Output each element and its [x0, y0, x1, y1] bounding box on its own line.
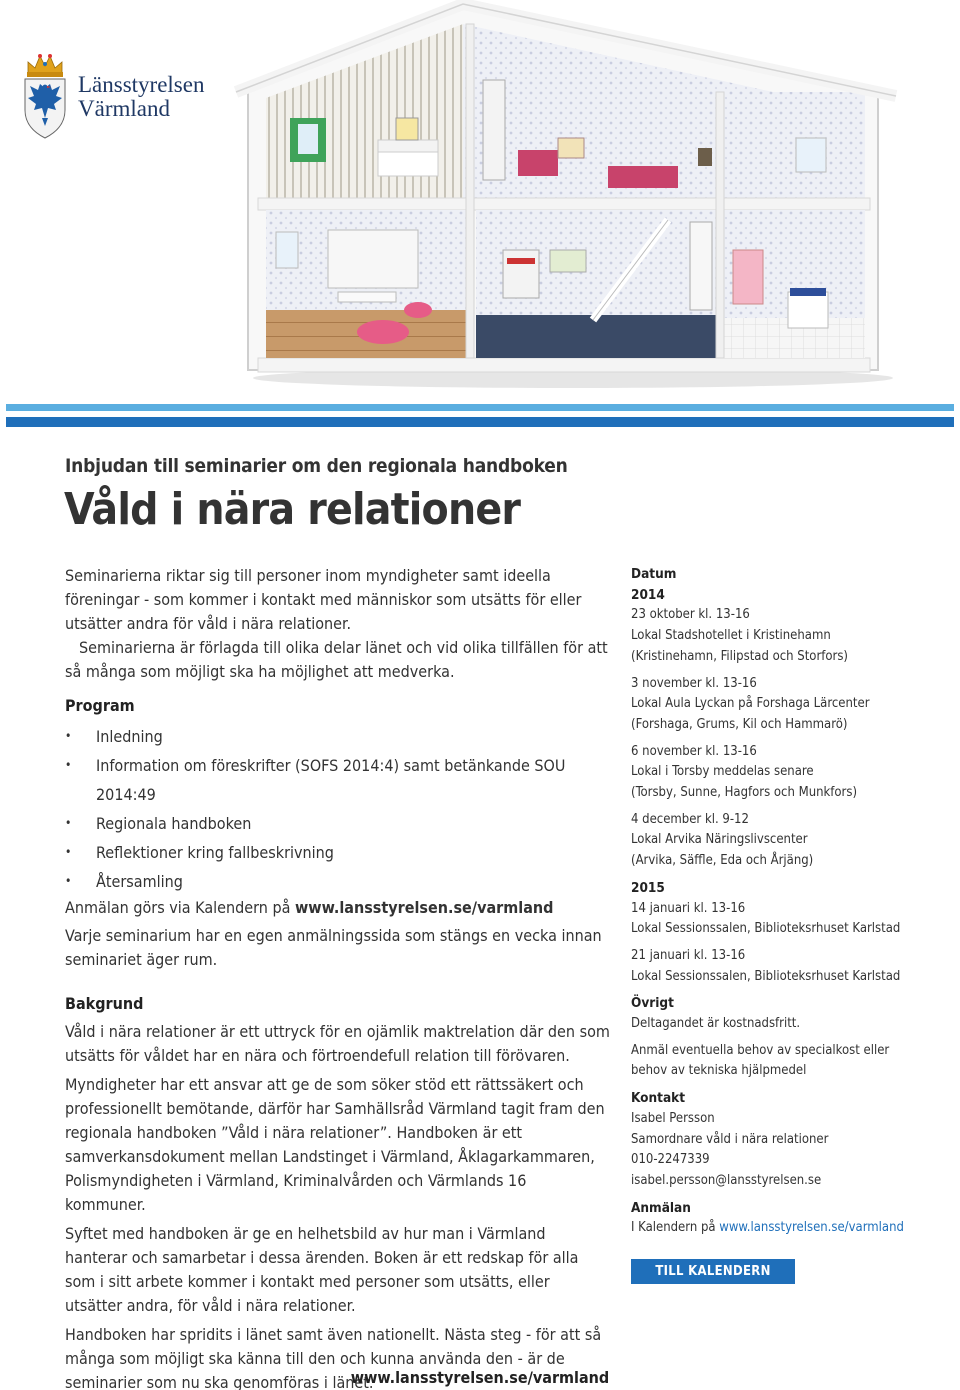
contact-role: Samordnare våld i nära relationer — [631, 1131, 829, 1147]
event-area: (Kristinehamn, Filipstad och Storfors) — [631, 648, 848, 664]
program-item: • Återsamling — [65, 867, 610, 896]
event-place: Lokal i Torsby meddelas senare — [631, 764, 814, 780]
logo-line-1: Länsstyrelsen — [78, 72, 205, 97]
event-place: Lokal Sessionssalen, Biblioteksrhuset Karlstad — [631, 921, 901, 937]
year-2014: 2014 — [631, 586, 665, 603]
sidebar-signup-link[interactable]: www.lansstyrelsen.se/varmland — [719, 1220, 904, 1236]
program-item: • Regionala handboken — [65, 809, 610, 838]
doll-house-illustration — [228, 0, 900, 390]
sidebar-signup-prefix: I Kalendern på — [631, 1220, 720, 1236]
logo-line-2: Värmland — [78, 96, 170, 121]
coat-of-arms-icon — [22, 52, 68, 142]
background-paragraph: Handboken har spridits i länet samt även nationellt. Nästa steg - för att så många som möjligt ska känna till den och kunna använda den - är de seminarier som nu ska genomföras i länet. — [65, 1325, 602, 1390]
contact-email[interactable]: isabel.persson@lansstyrelsen.se — [631, 1172, 822, 1188]
background-paragraph: Våld i nära relationer är ett uttryck för en ojämlik maktrelation där den som utsätts för våldet har en nära och förtroendefull relation till förövaren. — [65, 1022, 610, 1065]
sidebar-signup-line — [631, 1218, 921, 1239]
county-logo — [22, 52, 204, 142]
other-heading: Övrigt — [631, 995, 674, 1012]
event-date: 3 november kl. 13-16 — [631, 675, 757, 691]
page-title: Våld i nära relationer — [64, 484, 521, 535]
contact-heading: Kontakt — [631, 1090, 686, 1107]
event-date: 6 november kl. 13-16 — [631, 743, 757, 759]
to-calendar-button[interactable]: TILL KALENDERN — [631, 1259, 795, 1284]
background-heading: Bakgrund — [65, 994, 144, 1013]
footer-url[interactable]: www.lansstyrelsen.se/varmland — [350, 1368, 610, 1387]
year-2015: 2015 — [631, 879, 665, 896]
event-area: (Arvika, Säffle, Eda och Årjäng) — [631, 853, 814, 869]
intro-paragraph-2: Seminarierna är förlagda till olika delar länet och vid olika tillfällen för att så många som möjligt ska ha möjlighet att medverka. — [65, 638, 608, 681]
program-item: • Inledning — [65, 722, 610, 751]
background-paragraph: Syftet med handboken är ge en helhetsbild av hur man i Värmland hanterar och samarbetar i dessa ärenden. Boken är ett redskap för alla som i sitt arbete kommer i kontakt med personer som utsätts, eller utsätter andra, för våld i nära relationer. — [65, 1224, 579, 1315]
event-place: Lokal Arvika Näringslivscenter — [631, 832, 808, 848]
event-place: Lokal Sessionssalen, Biblioteksrhuset Karlstad — [631, 968, 901, 984]
event-area: (Torsby, Sunne, Hagfors och Munkfors) — [631, 785, 858, 801]
event-date: 4 december kl. 9-12 — [631, 811, 749, 827]
other-text-needs: Anmäl eventuella behov av specialkost eller behov av tekniska hjälpmedel — [631, 1042, 890, 1079]
signup-line — [65, 896, 610, 920]
event-place: Lokal Aula Lyckan på Forshaga Lärcenter — [631, 696, 870, 712]
event-place: Lokal Stadshotellet i Kristinehamn — [631, 628, 831, 644]
other-text-cost: Deltagandet är kostnadsfritt. — [631, 1016, 801, 1032]
program-item: • Reflektioner kring fallbeskrivning — [65, 838, 610, 867]
event-date: 21 januari kl. 13-16 — [631, 947, 746, 963]
decorative-stripe-dark — [6, 417, 954, 427]
background-paragraph: Myndigheter har ett ansvar att ge de som söker stöd ett rättssäkert och professionellt bemötande, därför har Samhällsråd Värmland tagit fram den regionala handboken ”Våld i nära relationer”. Handboken är ett samverkansdokument mellan Landstinget i Värmland, Åklagarkammaren, Polismyndigheten i Värmland, Kriminalvården och Värmlands 16 kommuner. — [65, 1075, 605, 1214]
event-date: 14 januari kl. 13-16 — [631, 900, 746, 916]
sidebar — [631, 564, 921, 1284]
signup-link[interactable]: www.lansstyrelsen.se/varmland — [294, 898, 554, 917]
intro-paragraph-1: Seminarierna riktar sig till personer inom myndigheter samt ideella föreningar - som kommer i kontakt med människor som utsätts för eller utsätter andra för våld i nära relationer. — [65, 566, 582, 633]
event-date: 23 oktober kl. 13-16 — [631, 607, 750, 623]
event-area: (Forshaga, Grums, Kil och Hammarö) — [631, 716, 848, 732]
program-list — [65, 722, 610, 896]
main-column — [65, 564, 610, 1390]
date-heading: Datum — [631, 566, 677, 582]
signup-prefix: Anmälan görs via Kalendern på — [65, 898, 295, 917]
decorative-stripe-light — [6, 404, 954, 411]
contact-name: Isabel Persson — [631, 1110, 715, 1126]
signup-note: Varje seminarium har en egen anmälningssida som stängs en vecka innan seminariet äger rum. — [65, 926, 602, 969]
signup-heading: Anmälan — [631, 1199, 691, 1216]
invitation-subtitle: Inbjudan till seminarier om den regionala handboken — [65, 455, 568, 477]
program-heading: Program — [65, 696, 135, 715]
contact-phone: 010-2247339 — [631, 1152, 710, 1168]
program-item: • Information om föreskrifter (SOFS 2014:4) samt betänkande SOU 2014:49 — [65, 751, 610, 809]
